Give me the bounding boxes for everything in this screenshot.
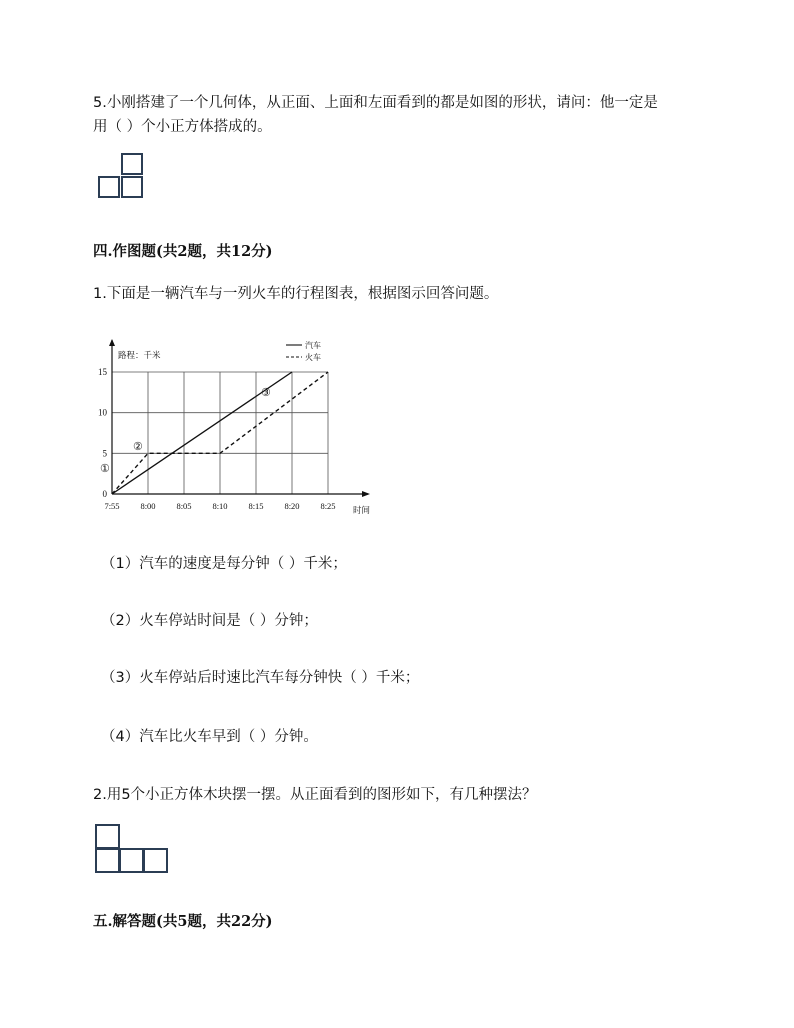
x-tick-label: 8:05 — [176, 501, 192, 511]
cube-square — [98, 176, 120, 198]
y-axis-arrow — [109, 339, 115, 346]
p1-sub3: （3）火车停站后时速比汽车每分钟快（ ）千米； — [101, 670, 420, 686]
p1-stem: 1.下面是一辆汽车与一列火车的行程图表，根据图示回答问题。 — [93, 286, 499, 302]
p1-sub2: （2）火车停站时间是（ ）分钟； — [101, 613, 318, 629]
legend-label: 汽车 — [305, 341, 321, 350]
annotation-label: ② — [133, 441, 143, 453]
p2-cube-figure — [95, 824, 168, 872]
annotation-label: ③ — [261, 387, 271, 399]
y-tick-label: 5 — [102, 448, 107, 459]
cube-square — [119, 848, 144, 873]
cube-square — [143, 848, 168, 873]
x-axis-arrow — [362, 491, 370, 497]
cube-square — [121, 153, 143, 175]
cube-square — [121, 176, 143, 198]
section-4-title: 四.作图题(共2题，共12分) — [93, 243, 273, 260]
x-tick-label: 8:00 — [140, 501, 156, 511]
q5-line1: 5.小刚搭建了一个几何体，从正面、上面和左面看到的都是如图的形状，请问：他一定是 — [93, 95, 658, 111]
p1-sub4: （4）汽车比火车早到（ ）分钟。 — [101, 729, 318, 745]
annotation-label: ① — [100, 463, 110, 475]
x-tick-label: 7:55 — [104, 501, 120, 511]
y-tick-label: 15 — [98, 367, 107, 377]
x-tick-label: 8:20 — [284, 501, 300, 511]
legend-label: 火车 — [305, 353, 321, 362]
cube-square — [95, 848, 120, 873]
x-tick-label: 8:25 — [320, 501, 336, 511]
q5-cube-figure — [98, 153, 146, 201]
x-tick-label: 8:15 — [248, 501, 264, 511]
y-tick-label: 0 — [102, 489, 107, 499]
cube-square — [95, 824, 120, 849]
p1-sub1: （1）汽车的速度是每分钟（ ）千米； — [101, 556, 347, 572]
y-axis-title: 路程：千米 — [118, 350, 161, 360]
x-axis-title: 时间 — [353, 505, 371, 515]
y-tick-label: 10 — [98, 407, 107, 418]
section-5-title: 五.解答题(共5题，共22分) — [93, 913, 273, 930]
p2-stem: 2.用5个小正方体木块摆一摆。从正面看到的图形如下，有几种摆法？ — [93, 787, 537, 803]
x-tick-label: 8:10 — [212, 501, 228, 511]
travel-chart — [92, 336, 382, 518]
q5-line2: 用（ ）个小正方体搭成的。 — [93, 119, 272, 135]
